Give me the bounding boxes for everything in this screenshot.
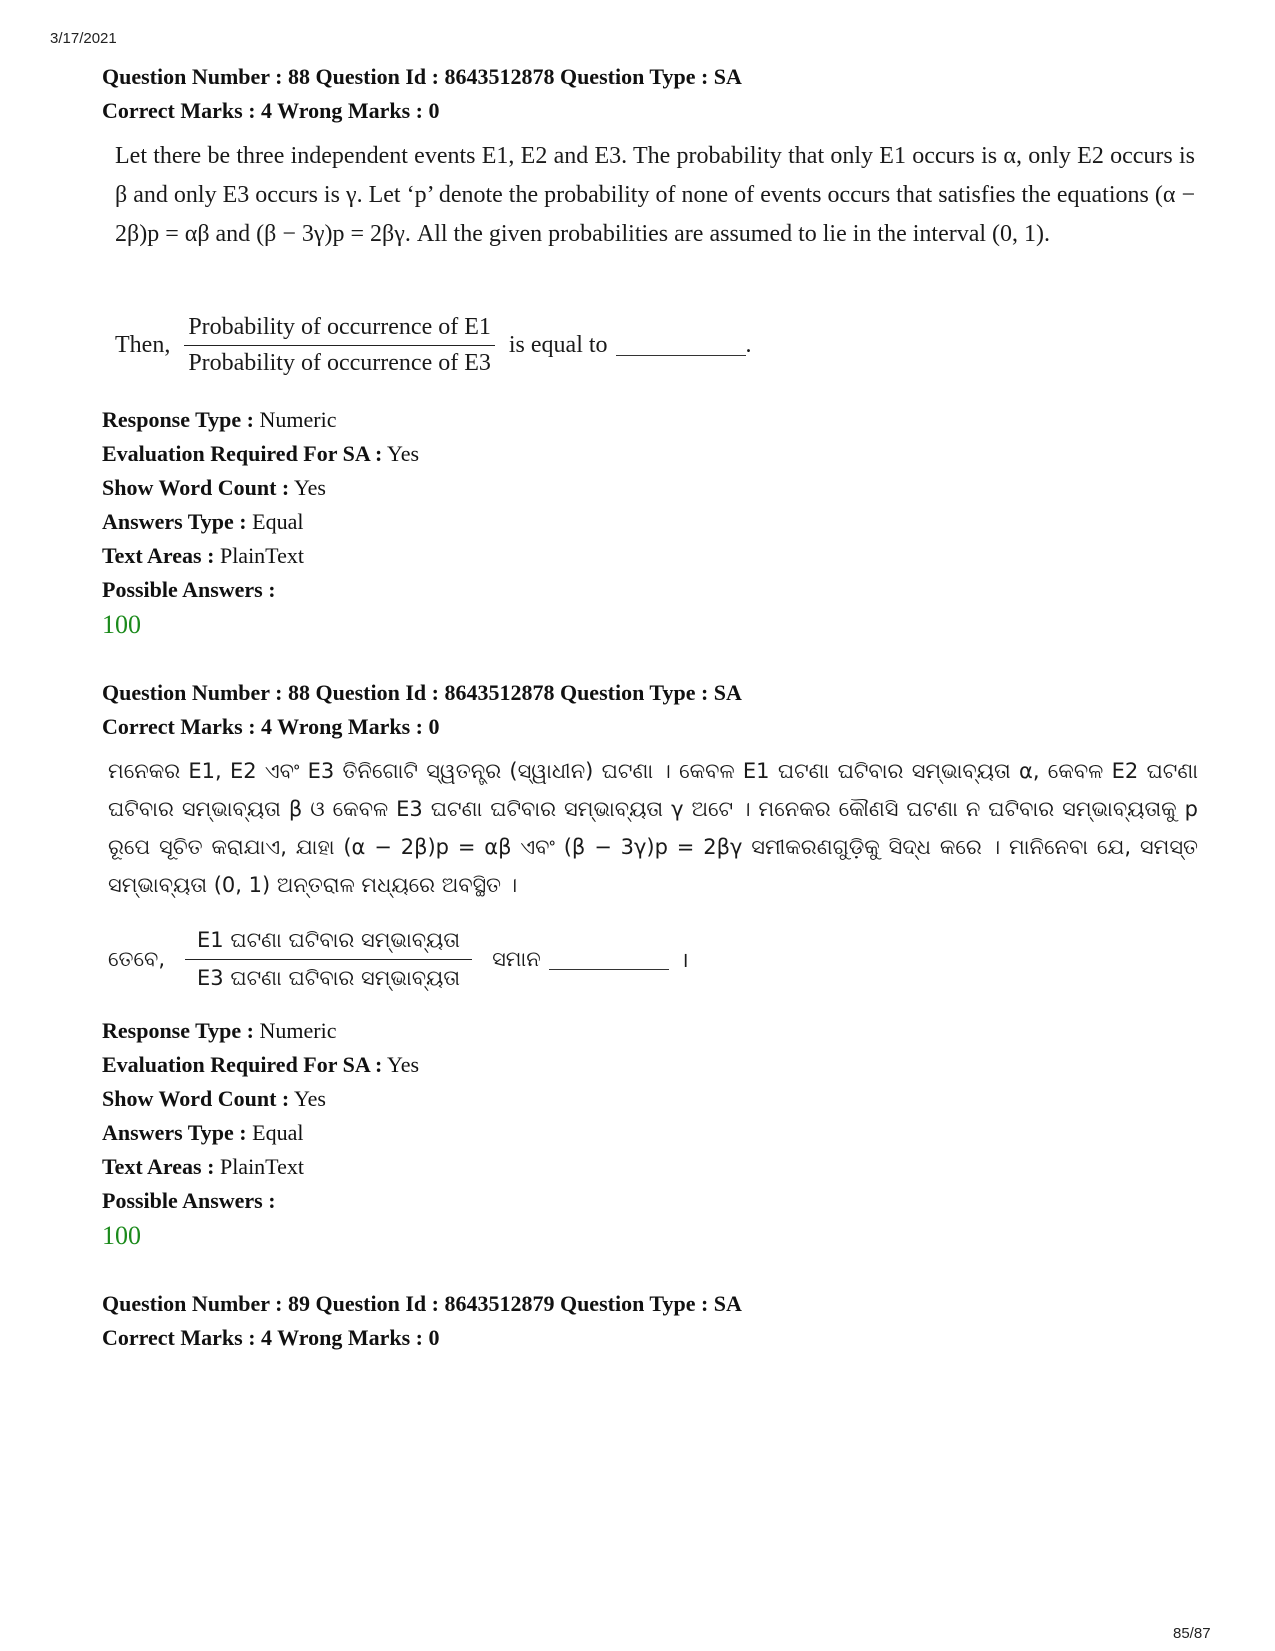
meta-row: Text Areas : PlainText bbox=[102, 1154, 304, 1179]
meta-row: Answers Type : Equal bbox=[102, 1120, 304, 1145]
question-body-odia: ମନେକର E1, E2 ଏବଂ E3 ତିନିଗୋଟି ସ୍ୱତନ୍ତ୍ର (ସ୍ୱାଧୀନ) ଘଟଣା । କେବଳ E1 ଘଟଣା ଘଟିବାର ସମ୍ଭାବ୍ୟତା α, କେବଳ E2 ଘଟଣା ଘଟିବାର ସମ୍ଭାବ୍ୟତା β ଓ କେବଳ E3 ଘଟଣା ଘଟିବାର ସମ୍ଭାବ୍ୟତା γ ଅଟେ । ମନେକର କୌଣସି ଘଟଣା ନ ଘଟିବାର ସମ୍ଭାବ୍ୟତାକୁ p ରୂପେ ସୂଚିତ କରାଯାଏ, ଯାହା (α − 2β)p = αβ ଏବଂ (β − 3γ)p = 2βγ ସମୀକରଣଗୁଡ଼ିକୁ ସିଦ୍ଧ କରେ । ମାନିନେବା ଯେ, ସମସ୍ତ ସମ୍ଭାବ୍ୟତା (0, 1) ଅନ୍ତରାଳ ମଧ୍ୟରେ ଅବସ୍ଥିତ । bbox=[108, 759, 1198, 897]
fraction-denominator: E3 ଘଟଣା ଘଟିବାର ସମ୍ଭାବ୍ୟତା bbox=[197, 966, 461, 990]
meta-row: Evaluation Required For SA : Yes bbox=[102, 441, 420, 466]
possible-answer: 100 bbox=[102, 610, 141, 639]
question-body: Let there be three independent events E1, E2 and E3. The probability that only E1 occurs is α, only E2 occurs is β and only E3 occurs is γ. Let ‘p’ denote the probability of none of events occurs that satisfies the equations (α − 2β)p = αβ and (β − 3γ)p = 2βγ. All the given probabilities are assumed to lie in the interval (0, 1). bbox=[115, 143, 1195, 247]
fraction-numerator: E1 ଘଟଣା ଘଟିବାର ସମ୍ଭାବ୍ୟତା bbox=[185, 928, 472, 960]
print-date: 3/17/2021 bbox=[50, 30, 117, 47]
marks-line: Correct Marks : 4 Wrong Marks : 0 bbox=[102, 1325, 440, 1350]
meta-row: Evaluation Required For SA : Yes bbox=[102, 1052, 420, 1077]
meta-row: Possible Answers : bbox=[102, 577, 276, 602]
equal-to-label: ସମାନ bbox=[492, 947, 541, 971]
answer-blank bbox=[549, 949, 669, 970]
answer-blank bbox=[616, 335, 746, 356]
meta-row: Response Type : Numeric bbox=[102, 407, 337, 432]
equal-to-label: is equal to bbox=[508, 332, 608, 358]
meta-row: Answers Type : Equal bbox=[102, 509, 304, 534]
blank-suffix: । bbox=[680, 947, 689, 972]
question-meta-line: Question Number : 88 Question Id : 8643512878 Question Type : SA bbox=[102, 680, 742, 705]
possible-answer: 100 bbox=[102, 1221, 141, 1250]
question-header bbox=[102, 676, 742, 744]
fraction bbox=[184, 314, 495, 377]
fraction-denominator: Probability of occurrence of E3 bbox=[188, 350, 491, 376]
page-number: 85/87 bbox=[1173, 1625, 1211, 1642]
fraction-row bbox=[115, 314, 752, 377]
blank-suffix: . bbox=[745, 332, 752, 358]
fraction-numerator: Probability of occurrence of E1 bbox=[184, 314, 495, 346]
marks-line: Correct Marks : 4 Wrong Marks : 0 bbox=[102, 98, 440, 123]
question-header bbox=[102, 60, 742, 128]
response-meta bbox=[102, 403, 419, 643]
then-label: ତେବେ, bbox=[108, 947, 166, 971]
question-meta-line: Question Number : 88 Question Id : 8643512878 Question Type : SA bbox=[102, 64, 742, 89]
fraction-row bbox=[108, 928, 689, 991]
question-meta-line: Question Number : 89 Question Id : 8643512879 Question Type : SA bbox=[102, 1291, 742, 1316]
response-meta bbox=[102, 1014, 419, 1254]
meta-row: Possible Answers : bbox=[102, 1188, 276, 1213]
fraction bbox=[185, 928, 472, 991]
meta-row: Show Word Count : Yes bbox=[102, 1086, 326, 1111]
meta-row: Text Areas : PlainText bbox=[102, 543, 304, 568]
then-label: Then, bbox=[115, 332, 171, 358]
marks-line: Correct Marks : 4 Wrong Marks : 0 bbox=[102, 714, 440, 739]
meta-row: Response Type : Numeric bbox=[102, 1018, 337, 1043]
meta-row: Show Word Count : Yes bbox=[102, 475, 326, 500]
question-header bbox=[102, 1287, 742, 1355]
